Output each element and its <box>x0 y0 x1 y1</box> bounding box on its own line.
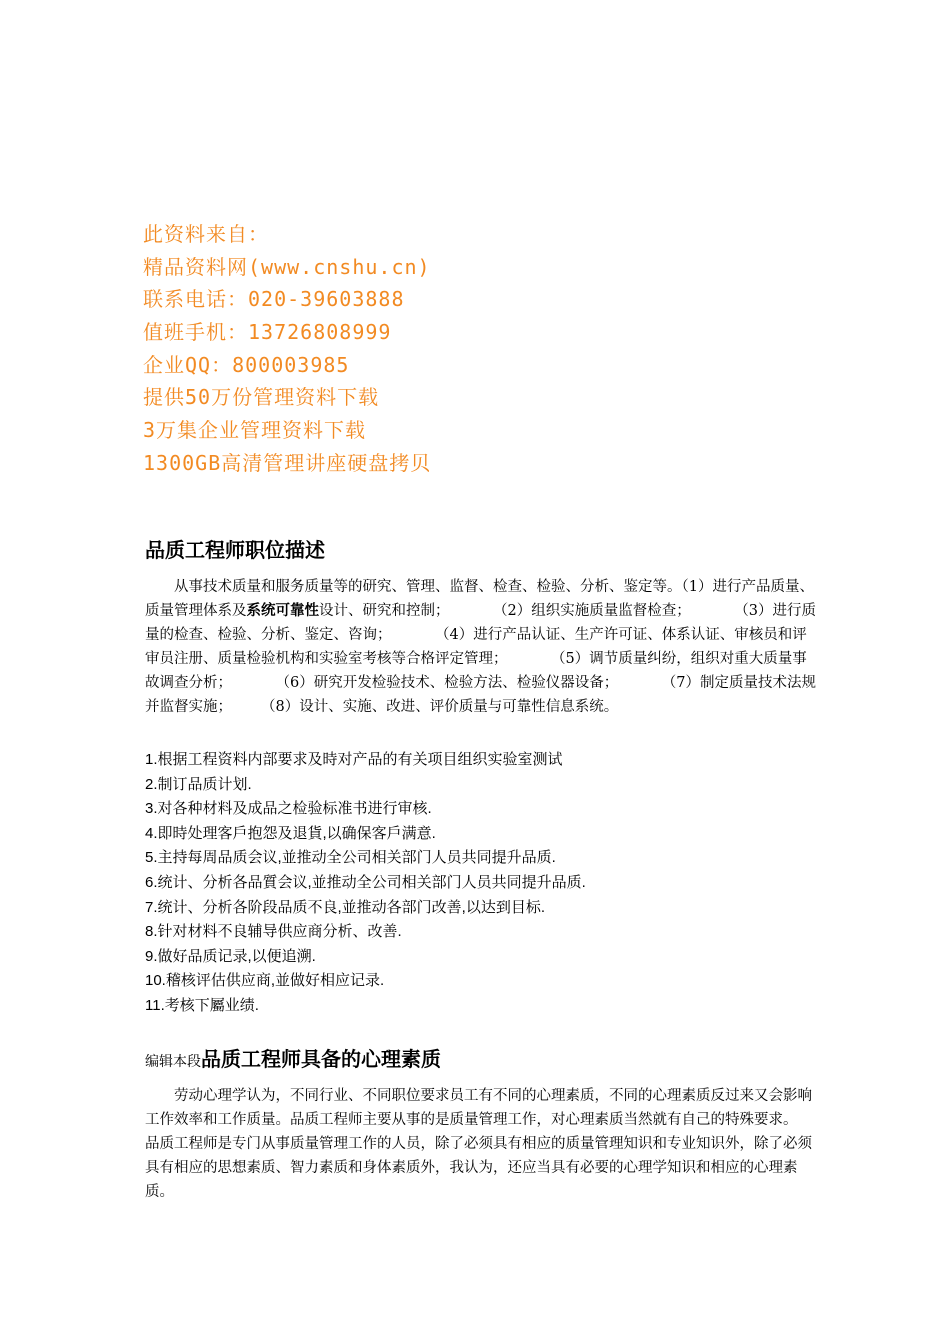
source-line: 此资料来自： <box>143 222 269 246</box>
list-item: 5.主持每周品质会议,並推动全公司相关部门人员共同提升品质. <box>145 849 556 867</box>
intro-bold-term: 系统可靠性 <box>246 603 319 619</box>
list-item: 7.统计、分析各阶段品质不良,並推动各部门改善,以达到目标. <box>145 898 546 916</box>
list-item: 9.做好品质记录,以便追溯. <box>145 947 316 965</box>
duty-list <box>145 748 586 1019</box>
source-line: 企业QQ：800003985 <box>143 353 350 377</box>
section-title: 品质工程师职位描述 <box>145 538 325 562</box>
source-line: 精品资料网(www.cnshu.cn) <box>143 255 431 279</box>
source-line: 提供50万份管理资料下载 <box>143 385 380 409</box>
source-line: 3万集企业管理资料下载 <box>143 418 367 442</box>
psychology-paragraph <box>145 1084 849 1204</box>
body-text: 劳动心理学认为，不同行业、不同职位要求员工有不同的心理素质，不同的心理素质反过来又会影响工作效率和工作质量。品质工程师主要从事的是质量管理工作，对心理素质当然就有自己的特殊要求。 品质工程师是专门从事质量管理工作的人员，除了必须具有相应的质量管理知识和专业知识外，除了必须具有相应的思想素质、智力素质和身体素质外，我认为，还应当具有必要的心理学知识和相应的心理素质。 <box>145 1088 849 1200</box>
source-line: 值班手机：13726808999 <box>143 320 392 344</box>
list-item: 3.对各种材料及成品之检验标准书进行审核. <box>145 800 432 818</box>
section-title-text: 品质工程师具备的心理素质 <box>201 1047 441 1071</box>
list-item: 2.制订品质计划. <box>145 775 252 793</box>
list-item: 8.针对材料不良辅导供应商分析、改善. <box>145 923 402 941</box>
list-item: 1.根据工程资料内部要求及時对产品的有关项目组织实验室测试 <box>145 751 563 768</box>
intro-text: 设计、研究和控制； （2）组织实施质量监督检查； （3）进行质量的检查、检验、分析、鉴定、咨询； （4）进行产品认证、生产许可证、体系认证、审核员和评审员注册、质量检验机构和实验室考核等合格评定管理； （5）调节质量纠纷，组织对重大质量事故调查分析； （6）研究开发检验技术、检验方法、检验仪器设备； （7）制定质量技术法规并监督实施； （8）设计、实施、改进、评价质量与可靠性信息系统。 <box>145 603 816 715</box>
job-description-paragraph <box>145 575 820 719</box>
section-title <box>145 1049 441 1069</box>
list-item: 11.考核下屬业绩. <box>145 996 259 1014</box>
source-line: 1300GB高清管理讲座硬盘拷贝 <box>143 451 432 475</box>
edit-section-label: 编辑本段 <box>145 1054 201 1070</box>
list-item: 10.稽核评估供应商,並做好相应记录. <box>145 972 385 990</box>
list-item: 4.即時处理客戶抱怨及退貨,以确保客戶满意. <box>145 824 436 842</box>
list-item: 6.统计、分析各品質会议,並推动全公司相关部门人员共同提升品质. <box>145 873 586 891</box>
intro-text: 从事技术质量和服务质量等的研究、管理、监督、检查、检验、分析、鉴定等。（1）进行产品质量、质量管理体系及 <box>145 579 814 619</box>
source-line: 联系电话：020-39603888 <box>143 287 405 311</box>
